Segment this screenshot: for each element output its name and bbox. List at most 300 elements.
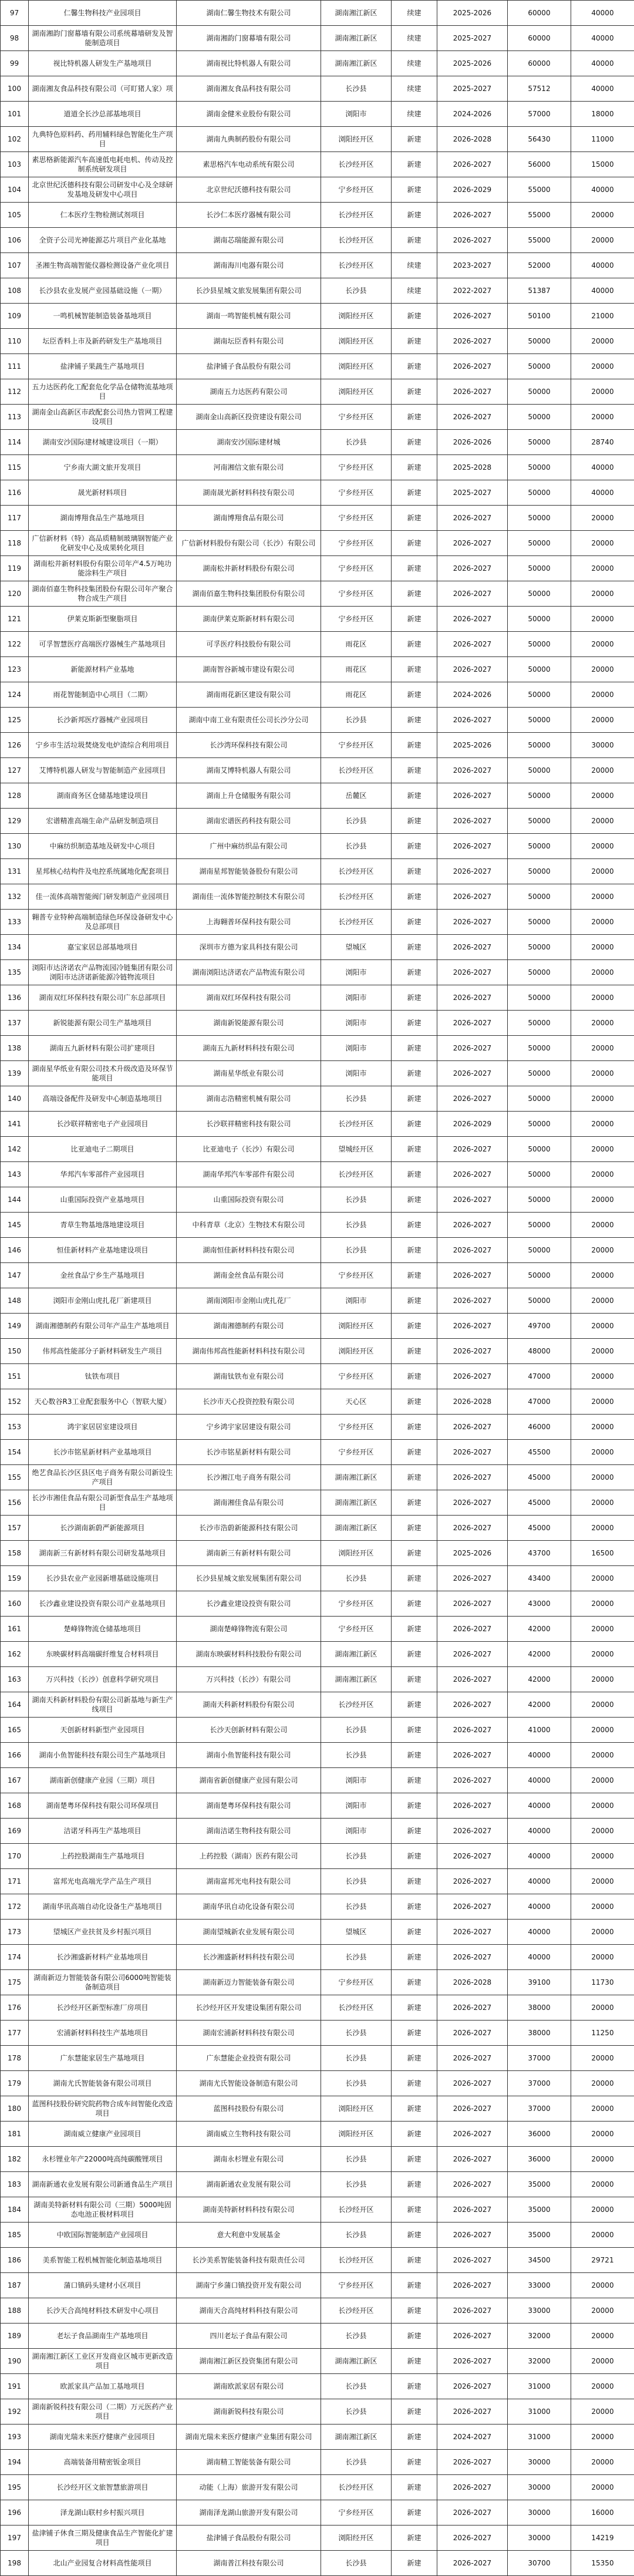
period: 2026-2027 (437, 2071, 508, 2096)
period: 2026-2027 (437, 910, 508, 935)
period: 2026-2027 (437, 2450, 508, 2475)
table-row (1, 203, 634, 228)
company-name: 湖南天合高纯材料科技有限公司 (177, 2298, 321, 2324)
row-number: 115 (1, 455, 29, 480)
row-number: 108 (1, 278, 29, 304)
company-name: 上药控股（湖南）医药有限公司 (177, 1844, 321, 1869)
annual-investment: 20000 (571, 859, 634, 884)
table-row (1, 1692, 634, 1718)
project-type: 新建 (392, 632, 437, 657)
period: 2026-2027 (437, 758, 508, 783)
project-name: 长沙经开区文旅智慧旅游项目 (29, 2475, 177, 2500)
project-name: 雨花智能制造中心项目（二期） (29, 682, 177, 708)
table-row (1, 1339, 634, 1364)
location: 湖南湘江新区 (321, 26, 392, 51)
row-number: 165 (1, 1718, 29, 1743)
total-investment: 40000 (508, 1743, 571, 1768)
company-name: 湖南威立生物科技有限公司 (177, 2122, 321, 2147)
company-name: 长沙天创新材料有限公司 (177, 1718, 321, 1743)
row-number: 150 (1, 1339, 29, 1364)
table-row (1, 2248, 634, 2273)
table-row (1, 2324, 634, 2349)
total-investment: 37000 (508, 2096, 571, 2122)
total-investment: 50000 (508, 379, 571, 405)
total-investment: 60000 (508, 51, 571, 76)
project-type: 新建 (392, 506, 437, 531)
table-row (1, 177, 634, 203)
period: 2025-2027 (437, 76, 508, 102)
row-number: 119 (1, 556, 29, 581)
table-row (1, 910, 634, 935)
total-investment: 50000 (508, 682, 571, 708)
company-name: 长沙县星城文旅发展集团有限公司 (177, 1566, 321, 1591)
company-name: 中科青草（北京）生物技术有限公司 (177, 1213, 321, 1238)
company-name: 盐津铺子食品股份有限公司 (177, 2526, 321, 2551)
row-number: 197 (1, 2526, 29, 2551)
period: 2026-2027 (437, 2172, 508, 2197)
total-investment: 50000 (508, 1288, 571, 1314)
company-name: 湖南中南工业有限责任公司长沙分公司 (177, 708, 321, 733)
row-number: 145 (1, 1213, 29, 1238)
table-row (1, 2298, 634, 2324)
table-row (1, 430, 634, 455)
project-type: 新建 (392, 910, 437, 935)
project-name: 湖南小鱼智能科技有限公司生产基地项目 (29, 1743, 177, 1768)
total-investment: 57000 (508, 102, 571, 127)
table-row (1, 26, 634, 51)
project-name: 湖南金山高新区市政配套公司热力管网工程建设项目 (29, 405, 177, 430)
company-name: 盐津铺子食品股份有限公司 (177, 354, 321, 379)
location: 宁乡经开区 (321, 506, 392, 531)
annual-investment: 20000 (571, 581, 634, 607)
project-name: 湖南双红环保科技有限公司广东总部项目 (29, 985, 177, 1011)
annual-investment: 40000 (571, 51, 634, 76)
company-name: 湖南伊莱克斯新材料有限公司 (177, 607, 321, 632)
location: 长沙县 (321, 2374, 392, 2399)
company-name: 湖南佰嘉生物科技集团股份有限公司 (177, 581, 321, 607)
company-name: 湖南尤氏智能设备制造有限公司 (177, 2071, 321, 2096)
annual-investment: 20000 (571, 1743, 634, 1768)
annual-investment: 20000 (571, 2122, 634, 2147)
project-name: 新锐能源有限公司生产基地项目 (29, 1011, 177, 1036)
period: 2026-2027 (437, 203, 508, 228)
location: 长沙经开区 (321, 884, 392, 910)
total-investment: 55000 (508, 177, 571, 203)
location: 长沙县 (321, 2399, 392, 2425)
annual-investment: 20000 (571, 2172, 634, 2197)
total-investment: 55000 (508, 228, 571, 253)
project-name: 广东慧能家居生产基地项目 (29, 2046, 177, 2071)
total-investment: 46000 (508, 1415, 571, 1440)
table-row (1, 733, 634, 758)
company-name: 长沙湘江电子商务有限公司 (177, 1465, 321, 1490)
total-investment: 47000 (508, 1364, 571, 1389)
project-type: 新建 (392, 2475, 437, 2500)
row-number: 176 (1, 1995, 29, 2021)
annual-investment: 20000 (571, 1162, 634, 1187)
company-name: 湖南恒佳新材料科技有限公司 (177, 1238, 321, 1263)
project-name: 盐津铺子休食三期及健康食品生产智能化扩建项目 (29, 2526, 177, 2551)
table-row (1, 2197, 634, 2223)
company-name: 湖南新迈力智能装备有限公司 (177, 1970, 321, 1995)
annual-investment: 20000 (571, 329, 634, 354)
project-type: 续建 (392, 1, 437, 26)
company-name: 湖南湘德制药有限公司 (177, 1314, 321, 1339)
company-name: 湖南光瑞未来医疗健康产业集团有限公司 (177, 2425, 321, 2450)
location: 长沙县 (321, 2223, 392, 2248)
project-name: 湖南威立健康产业园项目 (29, 2122, 177, 2147)
total-investment: 50100 (508, 304, 571, 329)
project-type: 新建 (392, 228, 437, 253)
location: 浏阳经开区 (321, 329, 392, 354)
location: 宁乡经开区 (321, 1970, 392, 1995)
period: 2026-2027 (437, 2197, 508, 2223)
total-investment: 40000 (508, 1920, 571, 1945)
period: 2026-2027 (437, 2374, 508, 2399)
row-number: 122 (1, 632, 29, 657)
location: 长沙县 (321, 430, 392, 455)
company-name: 湖南宏浦新材料科技有限公司 (177, 2021, 321, 2046)
location: 长沙县 (321, 834, 392, 859)
row-number: 192 (1, 2399, 29, 2425)
company-name: 湖南望城新农业发展有限公司 (177, 1920, 321, 1945)
row-number: 141 (1, 1112, 29, 1137)
row-number: 180 (1, 2096, 29, 2122)
location: 长沙县 (321, 708, 392, 733)
project-name: 九典特色原料药、药用辅料绿色智能化生产项目 (29, 127, 177, 152)
project-type: 新建 (392, 2374, 437, 2399)
row-number: 189 (1, 2324, 29, 2349)
company-name: 湖南楚峰锋物流有限公司 (177, 1617, 321, 1642)
row-number: 149 (1, 1314, 29, 1339)
row-number: 109 (1, 304, 29, 329)
annual-investment: 20000 (571, 1288, 634, 1314)
annual-investment: 20000 (571, 1945, 634, 1970)
project-type: 新建 (392, 1793, 437, 1819)
table-row (1, 1036, 634, 1061)
location: 长沙经开区 (321, 1692, 392, 1718)
period: 2026-2027 (437, 1894, 508, 1920)
project-name: 湖南博翔食品生产基地项目 (29, 506, 177, 531)
project-type: 新建 (392, 152, 437, 177)
period: 2026-2027 (437, 1995, 508, 2021)
project-type: 新建 (392, 1490, 437, 1516)
annual-investment: 40000 (571, 76, 634, 102)
period: 2026-2027 (437, 1516, 508, 1541)
project-type: 新建 (392, 834, 437, 859)
project-type: 新建 (392, 531, 437, 556)
annual-investment: 40000 (571, 480, 634, 506)
annual-investment: 30000 (571, 733, 634, 758)
annual-investment: 20000 (571, 1011, 634, 1036)
project-name: 浏阳市金刚山虎扎花厂新建项目 (29, 1288, 177, 1314)
period: 2026-2027 (437, 2526, 508, 2551)
location: 长沙经开区 (321, 152, 392, 177)
row-number: 162 (1, 1642, 29, 1667)
annual-investment: 20000 (571, 2425, 634, 2450)
period: 2026-2027 (437, 2324, 508, 2349)
row-number: 181 (1, 2122, 29, 2147)
table-row (1, 859, 634, 884)
location: 长沙县 (321, 1238, 392, 1263)
table-row (1, 1263, 634, 1288)
row-number: 117 (1, 506, 29, 531)
total-investment: 40000 (508, 1945, 571, 1970)
table-row (1, 379, 634, 405)
project-name: 蓝图科技股份研究院药物合成车间智能化改造项目 (29, 2096, 177, 2122)
project-name: 富邦光电高端光学产品生产项目 (29, 1869, 177, 1894)
period: 2026-2027 (437, 1440, 508, 1465)
annual-investment: 20000 (571, 2399, 634, 2425)
period: 2026-2027 (437, 985, 508, 1011)
location: 长沙县 (321, 1894, 392, 1920)
project-name: 高端装备用精密钣金项目 (29, 2450, 177, 2475)
table-row (1, 480, 634, 506)
project-type: 新建 (392, 2147, 437, 2172)
project-name: 五力达医药化工配套危化学品仓储物流基地项目 (29, 379, 177, 405)
row-number: 140 (1, 1086, 29, 1112)
project-name: 长沙经开区新型标准厂房项目 (29, 1995, 177, 2021)
annual-investment: 20000 (571, 556, 634, 581)
project-type: 续建 (392, 253, 437, 278)
annual-investment: 20000 (571, 2324, 634, 2349)
period: 2026-2028 (437, 1389, 508, 1415)
project-name: 宁乡南大湖文旅开发项目 (29, 455, 177, 480)
annual-investment: 20000 (571, 708, 634, 733)
project-type: 新建 (392, 1642, 437, 1667)
row-number: 153 (1, 1415, 29, 1440)
project-name: 华邦汽车零部件产业园项目 (29, 1162, 177, 1187)
annual-investment: 20000 (571, 1516, 634, 1541)
row-number: 186 (1, 2248, 29, 2273)
location: 长沙经开区 (321, 228, 392, 253)
project-type: 新建 (392, 1869, 437, 1894)
annual-investment: 20000 (571, 354, 634, 379)
total-investment: 38000 (508, 2021, 571, 2046)
total-investment: 40000 (508, 1869, 571, 1894)
table-row (1, 581, 634, 607)
period: 2024-2026 (437, 102, 508, 127)
period: 2026-2027 (437, 1011, 508, 1036)
project-name: 湖南湘韵门窗幕墙有限公司系统幕墙研发及智能制造项目 (29, 26, 177, 51)
project-type: 续建 (392, 26, 437, 51)
period: 2026-2027 (437, 1137, 508, 1162)
table-row (1, 1566, 634, 1591)
row-number: 157 (1, 1516, 29, 1541)
total-investment: 41000 (508, 1718, 571, 1743)
project-name: 长沙湖南新蔚严新能源项目 (29, 1516, 177, 1541)
location: 长沙县 (321, 2551, 392, 2576)
table-row (1, 1617, 634, 1642)
location: 望城区 (321, 935, 392, 960)
table-row (1, 1415, 634, 1440)
table-row (1, 632, 634, 657)
project-type: 新建 (392, 1162, 437, 1187)
period: 2026-2027 (437, 2248, 508, 2273)
project-type: 新建 (392, 1844, 437, 1869)
period: 2026-2027 (437, 1793, 508, 1819)
table-row (1, 1061, 634, 1086)
period: 2026-2027 (437, 657, 508, 682)
annual-investment: 20000 (571, 935, 634, 960)
total-investment: 32000 (508, 2349, 571, 2374)
project-name: 山重国际投资产业基地项目 (29, 1187, 177, 1213)
table-row (1, 708, 634, 733)
location: 长沙县 (321, 1945, 392, 1970)
annual-investment: 20000 (571, 1920, 634, 1945)
table-row (1, 1718, 634, 1743)
annual-investment: 40000 (571, 177, 634, 203)
project-name: 望城区产业扶贫及乡村振兴项目 (29, 1920, 177, 1945)
company-name: 长沙市浩蔚新能源科技有限公司 (177, 1516, 321, 1541)
row-number: 121 (1, 607, 29, 632)
row-number: 173 (1, 1920, 29, 1945)
project-name: 恒佳新材料产业基地建设项目 (29, 1238, 177, 1263)
period: 2026-2027 (437, 1187, 508, 1213)
project-type: 新建 (392, 556, 437, 581)
row-number: 170 (1, 1844, 29, 1869)
total-investment: 31000 (508, 2425, 571, 2450)
row-number: 154 (1, 1440, 29, 1465)
location: 长沙县 (321, 1213, 392, 1238)
company-name: 广信新材料股份有限公司（长沙）有限公司 (177, 531, 321, 556)
annual-investment: 20000 (571, 682, 634, 708)
project-type: 新建 (392, 2046, 437, 2071)
row-number: 135 (1, 960, 29, 985)
annual-investment: 20000 (571, 1844, 634, 1869)
period: 2025-2027 (437, 480, 508, 506)
company-name: 湖南视比特机器人有限公司 (177, 51, 321, 76)
total-investment: 43700 (508, 1541, 571, 1566)
row-number: 116 (1, 480, 29, 506)
annual-investment: 40000 (571, 278, 634, 304)
project-name: 湖南湘友食品科技有限公司（可盯猪人家）项 (29, 76, 177, 102)
company-name: 湖南金健米业股份有限公司 (177, 102, 321, 127)
location: 长沙县 (321, 278, 392, 304)
location: 长沙县 (321, 1086, 392, 1112)
total-investment: 50000 (508, 1187, 571, 1213)
total-investment: 40000 (508, 1819, 571, 1844)
location: 浏阳市 (321, 1011, 392, 1036)
company-name: 湖南海川电器有限公司 (177, 253, 321, 278)
total-investment: 50000 (508, 1238, 571, 1263)
project-name: 长沙新邦医疗器械产业园项目 (29, 708, 177, 733)
project-name: 比亚迪电子二期项目 (29, 1137, 177, 1162)
project-name: 宁乡市生活垃圾焚烧发电炉渣综合利用项目 (29, 733, 177, 758)
location: 雨花区 (321, 682, 392, 708)
table-row (1, 783, 634, 809)
period: 2026-2027 (437, 1288, 508, 1314)
project-type: 新建 (392, 2425, 437, 2450)
company-name: 长沙经开区开发建设集团有限公司 (177, 1995, 321, 2021)
project-name: 伊莱克斯新型聚脂项目 (29, 607, 177, 632)
row-number: 101 (1, 102, 29, 127)
project-type: 新建 (392, 682, 437, 708)
table-row (1, 2071, 634, 2096)
total-investment: 50000 (508, 834, 571, 859)
location: 宁乡经开区 (321, 733, 392, 758)
period: 2026-2027 (437, 2551, 508, 2576)
table-row (1, 1541, 634, 1566)
project-name: 湖南天科新材料股份有限公司新基地与新生产线项目 (29, 1692, 177, 1718)
total-investment: 47000 (508, 1389, 571, 1415)
annual-investment: 15350 (571, 2551, 634, 2576)
location: 浏阳市 (321, 1036, 392, 1061)
project-type: 新建 (392, 2021, 437, 2046)
period: 2026-2027 (437, 1213, 508, 1238)
period: 2026-2027 (437, 783, 508, 809)
period: 2026-2027 (437, 2147, 508, 2172)
annual-investment: 20000 (571, 834, 634, 859)
annual-investment: 14219 (571, 2526, 634, 2551)
project-name: 湖南新通农业发展有限公司新通食品生产项目 (29, 2172, 177, 2197)
project-name: 湖南新三有新材料有限公司研发基地项目 (29, 1541, 177, 1566)
annual-investment: 20000 (571, 1187, 634, 1213)
total-investment: 31000 (508, 2399, 571, 2425)
annual-investment: 40000 (571, 1, 634, 26)
row-number: 196 (1, 2500, 29, 2526)
location: 宁乡经开区 (321, 405, 392, 430)
company-name: 湖南新通农业发展有限公司 (177, 2172, 321, 2197)
total-investment: 57512 (508, 76, 571, 102)
project-type: 新建 (392, 2096, 437, 2122)
project-table-body (1, 1, 634, 2576)
project-type: 新建 (392, 177, 437, 203)
table-row (1, 1894, 634, 1920)
row-number: 166 (1, 1743, 29, 1768)
annual-investment: 11000 (571, 127, 634, 152)
period: 2025-2028 (437, 455, 508, 480)
table-row (1, 657, 634, 682)
company-name: 深圳市方德为家具科技有限公司 (177, 935, 321, 960)
row-number: 99 (1, 51, 29, 76)
company-name: 湖南华讯自动化设备有限公司 (177, 1894, 321, 1920)
project-type: 新建 (392, 1516, 437, 1541)
location: 长沙经开区 (321, 910, 392, 935)
location: 湖南湘江新区 (321, 51, 392, 76)
total-investment: 56430 (508, 127, 571, 152)
project-type: 新建 (392, 1364, 437, 1389)
location: 长沙县 (321, 1566, 392, 1591)
row-number: 125 (1, 708, 29, 733)
company-name: 湖南新锐科技有限公司 (177, 2399, 321, 2425)
total-investment: 30000 (508, 2526, 571, 2551)
project-type: 新建 (392, 329, 437, 354)
total-investment: 50000 (508, 733, 571, 758)
total-investment: 42000 (508, 1617, 571, 1642)
table-row (1, 2096, 634, 2122)
project-name: 视比特机器人研发生产基地项目 (29, 51, 177, 76)
period: 2025-2026 (437, 51, 508, 76)
company-name: 湖南星华纸业有限公司 (177, 1061, 321, 1086)
company-name: 湖南天科新材料股份有限公司 (177, 1692, 321, 1718)
row-number: 112 (1, 379, 29, 405)
annual-investment: 20000 (571, 960, 634, 985)
annual-investment: 16500 (571, 1541, 634, 1566)
annual-investment: 20000 (571, 1819, 634, 1844)
annual-investment: 40000 (571, 26, 634, 51)
company-name: 湖南欧派家居有限公司 (177, 2374, 321, 2399)
project-name: 湖南光瑞未来医疗健康产业园项目 (29, 2425, 177, 2450)
period: 2026-2027 (437, 581, 508, 607)
annual-investment: 20000 (571, 657, 634, 682)
project-name: 道道全长沙总部基地项目 (29, 102, 177, 127)
total-investment: 49700 (508, 1314, 571, 1339)
project-type: 新建 (392, 2223, 437, 2248)
company-name: 湖南湘佳食品有限公司 (177, 1490, 321, 1516)
annual-investment: 20000 (571, 531, 634, 556)
total-investment: 45000 (508, 1490, 571, 1516)
